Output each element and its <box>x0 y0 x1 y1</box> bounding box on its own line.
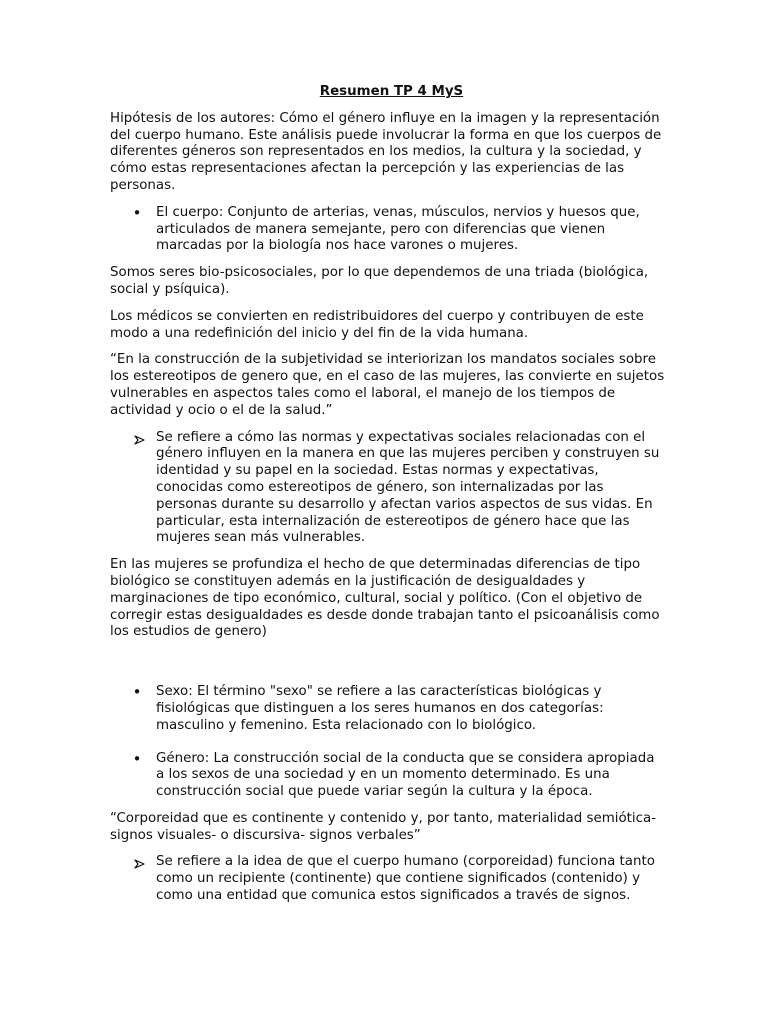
arrow-item-text: Se refiere a la idea de que el cuerpo humano (corporeidad) funciona tanto como un recipiente (continente) que contiene significados (contenido) y como una entidad que comunica estos significados a través de signos. <box>156 854 655 904</box>
quote-corporeidad: “Corporeidad que es continente y contenido y, por tanto, materialidad semiótica-signos visuales- o discursiva- signos verbales” <box>110 810 657 843</box>
document-title: Resumen TP 4 MyS <box>319 84 464 99</box>
spacer <box>110 651 665 684</box>
arrowhead-bullet-icon <box>132 434 146 451</box>
bullet-item-cuerpo <box>110 205 665 255</box>
document-page <box>110 84 665 915</box>
quote-subjetividad: “En la construcción de la subjetividad se interiorizan los mandatos sociales sobre los estereotipos de genero que, en el caso de las mujeres, las convierte en sujetos vulnerables en aspectos tales como el laboral, el manejo de los tiempos de actividad y ocio o el de la salud.” <box>110 352 665 418</box>
arrow-item-text: Se refiere a cómo las normas y expectativas sociales relacionadas con el género influyen en la manera en que las mujeres perciben y construyen su identidad y su papel en la sociedad. Estas normas y expectativas, conocidas como estereotipos de género, son internalizadas por las personas durante su desarrollo y afectan varios aspectos de sus vidas. En particular, esta internalización de estereotipos de género hace que las mujeres sean más vulnerables. <box>156 429 660 546</box>
bullet-dot-icon: • <box>132 749 142 768</box>
arrow-item-normas <box>110 430 665 548</box>
bullet-item-genero <box>110 751 665 801</box>
paragraph-medicos: Los médicos se convierten en redistribuidores del cuerpo y contribuyen de este modo a una redefinición del inicio y del fin de la vida humana. <box>110 308 644 341</box>
arrowhead-bullet-icon <box>132 858 146 875</box>
paragraph-mujeres: En las mujeres se profundiza el hecho de que determinadas diferencias de tipo biológico se constituyen además en la justificación de desigualdades y marginaciones de tipo económico, cultural, social y político. (Con el objetivo de corregir estas desigualdades es desde donde trabajan tanto el psicoanálisis como los estudios de genero) <box>110 557 660 640</box>
bullet-dot-icon: • <box>132 203 142 222</box>
arrow-item-cuerpo-humano <box>110 854 665 904</box>
bullet-dot-icon: • <box>132 683 142 702</box>
bullet-item-sexo <box>110 684 665 734</box>
bullet-text: Sexo: El término "sexo" se refiere a las características biológicas y fisiológicas que distinguen a los seres humanos en dos categorías: masculino y femenino. Esta relacionado con lo biológico. <box>156 684 604 733</box>
paragraph-hypothesis: Hipótesis de los autores: Cómo el género influye en la imagen y la representación del cuerpo humano. Este análisis puede involucrar la forma en que los cuerpos de diferentes géneros son representados en los medios, la cultura y la sociedad, y cómo estas representaciones afectan la percepción y las experiencias de las personas. <box>110 110 662 193</box>
bullet-text: Género: La construcción social de la conducta que se considera apropiada a los sexos de una sociedad y en un momento determinado. Es una construcción social que puede variar según la cultura y la época. <box>156 750 655 800</box>
bullet-text: El cuerpo: Conjunto de arterias, venas, músculos, nervios y huesos que, articulados de manera semejante, pero con diferencias que vienen marcadas por la biología nos hace varones o mujeres. <box>156 204 640 254</box>
paragraph-bio-psicosociales: Somos seres bio-psicosociales, por lo que dependemos de una triada (biológica, social y psíquica). <box>110 265 649 297</box>
